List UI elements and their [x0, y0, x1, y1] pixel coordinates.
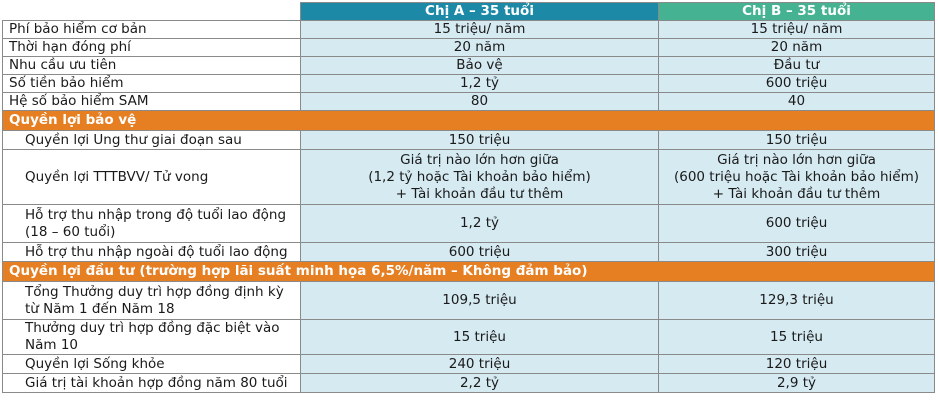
value-b	[659, 355, 935, 374]
value-a	[301, 320, 659, 355]
value-b	[659, 243, 935, 262]
row-label	[3, 355, 301, 374]
row-label	[3, 205, 301, 243]
value-b: Đầu tư	[659, 57, 935, 75]
protection-row-income-outside-age	[3, 243, 935, 262]
value-a	[301, 150, 659, 205]
value-b-line: Giá trị nào lớn hơn giữa	[717, 151, 876, 168]
basic-row-priority	[3, 57, 935, 75]
header-empty-cell	[3, 3, 301, 21]
value-b: 15 triệu/ năm	[659, 21, 935, 39]
header-row	[3, 3, 935, 21]
value-b-line: 2,9 tỷ	[776, 374, 817, 391]
value-a	[301, 282, 659, 320]
protection-row-death	[3, 150, 935, 205]
header-col-a: Chị A – 35 tuổi	[301, 3, 659, 21]
value-b	[659, 131, 935, 150]
row-label-line: Hỗ trợ thu nhập ngoài độ tuổi lao động	[25, 243, 288, 260]
value-a-line: 1,2 tỷ	[459, 215, 500, 231]
value-b-line: + Tài khoản đầu tư thêm	[712, 185, 881, 202]
value-b	[659, 282, 935, 320]
row-label	[3, 131, 301, 150]
row-label-line: Giá trị tài khoản hợp đồng năm 80 tuổi	[25, 374, 288, 391]
row-label-line: (18 – 60 tuổi)	[25, 223, 116, 240]
basic-row-premium	[3, 21, 935, 39]
value-a: Bảo vệ	[301, 57, 659, 75]
row-label-line: Quyền lợi TTTBVV/ Tử vong	[25, 168, 209, 185]
value-a-line: 240 triệu	[448, 355, 511, 372]
investment-row-loyalty-bonus	[3, 282, 935, 320]
row-label: Số tiền bảo hiểm	[3, 75, 301, 93]
value-b-line: 150 triệu	[765, 131, 828, 148]
value-b	[659, 320, 935, 355]
value-a: 20 năm	[301, 39, 659, 57]
value-a-line: (1,2 tỷ hoặc Tài khoản bảo hiểm)	[368, 168, 591, 185]
value-a-line: 150 triệu	[448, 131, 511, 148]
value-a-line: 15 triệu	[453, 328, 506, 345]
value-a-line: 2,2 tỷ	[459, 374, 500, 391]
protection-row-cancer	[3, 131, 935, 150]
value-b: 20 năm	[659, 39, 935, 57]
value-b-line: (600 triệu hoặc Tài khoản bảo hiểm)	[673, 168, 920, 185]
value-b: 40	[659, 93, 935, 111]
row-label	[3, 150, 301, 205]
section-protection-title: Quyền lợi bảo vệ	[3, 111, 935, 131]
value-a	[301, 131, 659, 150]
value-a	[301, 374, 659, 393]
value-a-line: + Tài khoản đầu tư thêm	[395, 185, 564, 202]
row-label	[3, 374, 301, 393]
row-label-line: Hỗ trợ thu nhập trong độ tuổi lao động	[25, 206, 287, 223]
section-investment-title: Quyền lợi đầu tư (trường hợp lãi suất minh họa 6,5%/năm – Không đảm bảo)	[3, 262, 935, 282]
row-label-line: Quyền lợi Ung thư giai đoạn sau	[25, 131, 242, 148]
row-label-line: Quyền lợi Sống khỏe	[25, 355, 165, 372]
comparison-table	[2, 2, 935, 393]
value-a	[301, 243, 659, 262]
row-label: Hệ số bảo hiểm SAM	[3, 93, 301, 111]
section-investment-row	[3, 262, 935, 282]
value-b-line: 300 triệu	[765, 243, 828, 260]
investment-row-account-value-80	[3, 374, 935, 393]
protection-row-income-working-age	[3, 205, 935, 243]
row-label	[3, 320, 301, 355]
value-b-line: 15 triệu	[770, 328, 823, 345]
value-b	[659, 205, 935, 243]
value-b-line: 129,3 triệu	[759, 292, 834, 308]
value-a: 80	[301, 93, 659, 111]
value-b-line: 600 triệu	[765, 215, 828, 231]
value-b	[659, 150, 935, 205]
value-a	[301, 205, 659, 243]
basic-row-term	[3, 39, 935, 57]
value-a: 1,2 tỷ	[301, 75, 659, 93]
value-b: 600 triệu	[659, 75, 935, 93]
value-a-line: 109,5 triệu	[442, 292, 517, 308]
value-a-line: 600 triệu	[448, 243, 511, 260]
value-a: 15 triệu/ năm	[301, 21, 659, 39]
section-protection-row	[3, 111, 935, 131]
basic-row-sum-insured	[3, 75, 935, 93]
value-a-line: Giá trị nào lớn hơn giữa	[400, 151, 559, 168]
value-b-line: 120 triệu	[765, 355, 828, 372]
row-label: Phí bảo hiểm cơ bản	[3, 21, 301, 39]
investment-row-healthy-living	[3, 355, 935, 374]
basic-row-sam	[3, 93, 935, 111]
header-col-b: Chị B – 35 tuổi	[659, 3, 935, 21]
row-label-line: từ Năm 1 đến Năm 18	[25, 300, 175, 317]
row-label	[3, 243, 301, 262]
row-label	[3, 282, 301, 320]
row-label-line: Thưởng duy trì hợp đồng đặc biệt vào Năm 10	[25, 320, 280, 353]
row-label: Nhu cầu ưu tiên	[3, 57, 301, 75]
value-b	[659, 374, 935, 393]
investment-row-special-bonus	[3, 320, 935, 355]
value-a	[301, 355, 659, 374]
row-label-line: Tổng Thưởng duy trì hợp đồng định kỳ	[25, 283, 284, 300]
row-label: Thời hạn đóng phí	[3, 39, 301, 57]
